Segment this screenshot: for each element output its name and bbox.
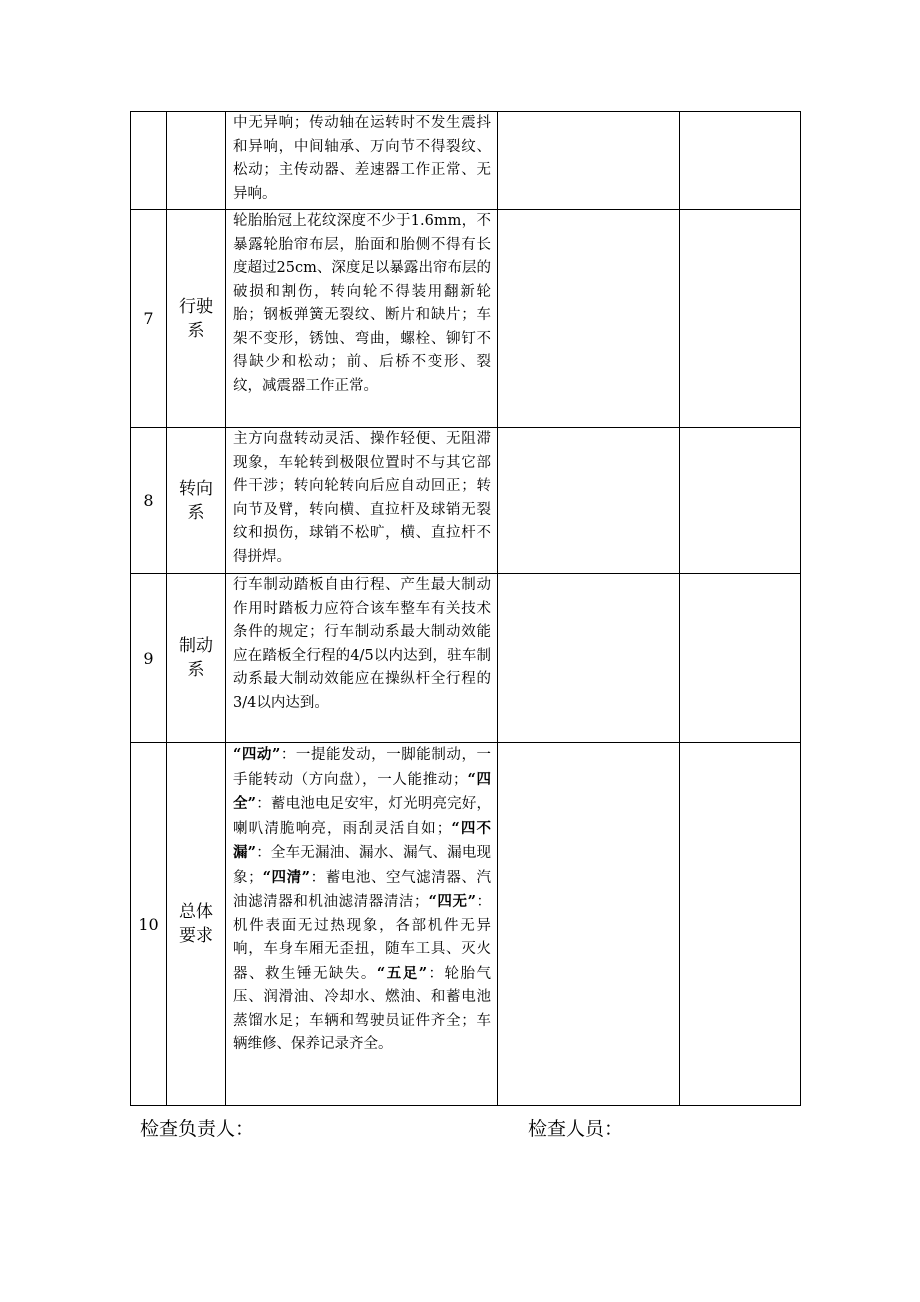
requirement-keyword: “四动”: [233, 746, 281, 763]
row-description: 中无异响；传动轴在运转时不发生震抖和异响，中间轴承、万向节不得裂纹、松动；主传动器、差速器工作正常、无异响。: [226, 112, 498, 210]
row-description: 轮胎胎冠上花纹深度不少于1.6mm，不暴露轮胎帘布层，胎面和胎侧不得有长度超过25cm、深度足以暴露出帘布层的破损和割伤，转向轮不得装用翻新轮胎；钢板弹簧无裂纹、断片和缺片；车架不变形，锈蚀、弯曲，螺栓、铆钉不得缺少和松动；前、后桥不变形、裂纹，减震器工作正常。: [226, 210, 498, 428]
row-category: 转向 系: [167, 428, 226, 574]
table-row: [131, 210, 801, 428]
requirement-keyword: “五足”: [376, 964, 428, 982]
remark-cell[interactable]: [680, 112, 801, 210]
row-category: 行驶 系: [167, 210, 226, 428]
row-number: 7: [131, 210, 167, 428]
table-row: [131, 743, 801, 1106]
row-category: 总体 要求: [167, 743, 226, 1106]
remark-cell[interactable]: [680, 210, 801, 428]
inspection-table: [130, 111, 801, 1106]
table-row: [131, 574, 801, 743]
row-description: 行车制动踏板自由行程、产生最大制动作用时踏板力应符合该车整车有关技术条件的规定；行车制动系最大制动效能应在踏板全行程的4/5以内达到，驻车制动系最大制动效能应在操纵杆全行程的3/4以内达到。: [226, 574, 498, 743]
requirement-text: ：一提能发动，一脚能制动，一手能转动（方向盘），一人能推动；: [233, 747, 491, 788]
remark-cell[interactable]: [680, 743, 801, 1106]
requirement-text: ：机件表面无过热现象，各部机件无异响，车身车厢无歪扭，随车工具、灭火器、救生锤无缺失。: [233, 894, 492, 982]
inspection-lead-signature-label: 检查负责人：: [140, 1118, 255, 1140]
row-number: 8: [131, 428, 167, 574]
requirement-keyword: “四无”: [428, 893, 476, 910]
row-number: [131, 112, 167, 210]
requirement-keyword: “四清”: [262, 868, 311, 886]
check-result-cell[interactable]: [498, 574, 680, 743]
requirement-keyword: “四全”: [233, 770, 492, 812]
row-category: [167, 112, 226, 210]
row-number: 9: [131, 574, 167, 743]
check-result-cell[interactable]: [498, 112, 680, 210]
row-description-overall: [226, 743, 498, 1106]
row-category: 制动 系: [167, 574, 226, 743]
inspector-signature-label: 检查人员：: [528, 1118, 624, 1140]
requirement-keyword: “四不漏”: [233, 819, 492, 861]
requirement-text: ：轮胎气压、润滑油、冷却水、燃油、和蓄电池蒸馏水足；车辆和驾驶员证件齐全；车辆维修、保养记录齐全。: [233, 965, 492, 1052]
requirement-text: ：全车无漏油、漏水、漏气、漏电现象；: [233, 845, 492, 886]
requirement-text: ：蓄电池电足安牢，灯光明亮完好，喇叭清脆响亮，雨刮灵活自如；: [233, 796, 492, 837]
check-result-cell[interactable]: [498, 428, 680, 574]
table-row: [131, 112, 801, 210]
requirement-text: ：蓄电池、空气滤清器、汽油滤清器和机油滤清器清洁；: [233, 869, 492, 910]
remark-cell[interactable]: [680, 428, 801, 574]
row-description: 主方向盘转动灵活、操作轻便、无阻滞现象，车轮转到极限位置时不与其它部件干涉；转向轮转向后应自动回正；转向节及臂，转向横、直拉杆及球销无裂纹和损伤，球销不松旷，横、直拉杆不得拼焊。: [226, 428, 498, 574]
inspection-table-container: [130, 111, 790, 1106]
check-result-cell[interactable]: [498, 743, 680, 1106]
table-row: [131, 428, 801, 574]
remark-cell[interactable]: [680, 574, 801, 743]
row-number: 10: [131, 743, 167, 1106]
check-result-cell[interactable]: [498, 210, 680, 428]
